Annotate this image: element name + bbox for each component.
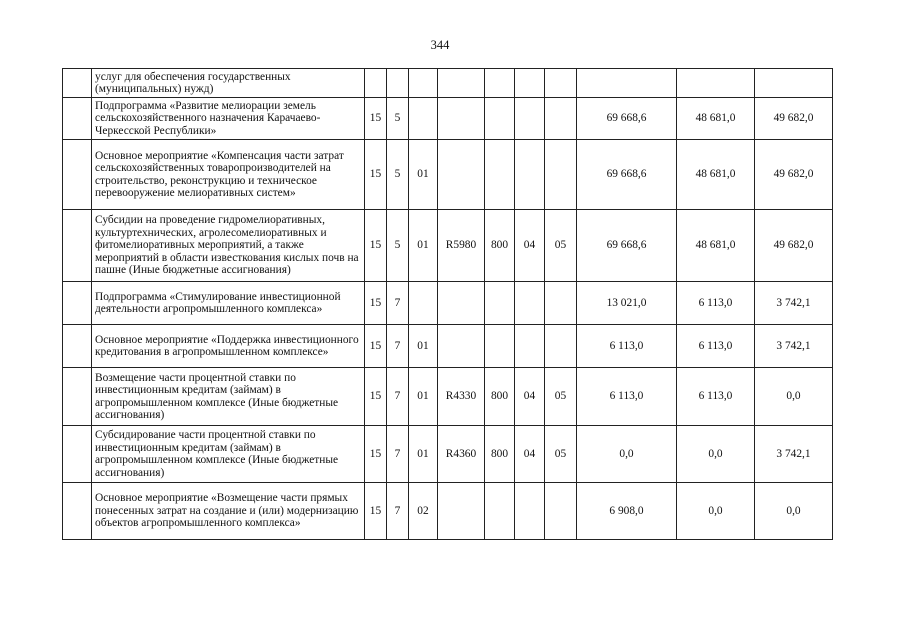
table-row — [63, 210, 833, 282]
code-program: 15 — [365, 368, 387, 426]
code-section — [515, 282, 545, 325]
code-program: 15 — [365, 483, 387, 540]
amount-year-2: 6 113,0 — [677, 368, 755, 426]
table-row — [63, 98, 833, 140]
row-description: Субсидии на проведение гидромелиоративных, культуртехнических, агролесомелиоративных и фитомелиоративных мероприятий, а также мероприятий в области известкования кислых почв на пашне (Иные бюджетные ассигнования) — [92, 210, 365, 282]
code-direction — [438, 140, 485, 210]
code-subprogram: 5 — [387, 98, 409, 140]
amount-year-2: 0,0 — [677, 426, 755, 483]
code-direction — [438, 282, 485, 325]
code-section: 04 — [515, 368, 545, 426]
table-row — [63, 325, 833, 368]
row-description: услуг для обеспечения государственных (муниципальных) нужд) — [92, 69, 365, 98]
table-row — [63, 140, 833, 210]
amount-year-3: 49 682,0 — [755, 140, 833, 210]
amount-year-3: 0,0 — [755, 483, 833, 540]
code-direction — [438, 325, 485, 368]
code-event: 01 — [409, 325, 438, 368]
table-row — [63, 69, 833, 98]
code-subsection: 05 — [545, 210, 577, 282]
budget-table — [62, 68, 833, 540]
code-subsection — [545, 140, 577, 210]
amount-year-1: 13 021,0 — [577, 282, 677, 325]
code-event — [409, 282, 438, 325]
amount-year-2: 6 113,0 — [677, 325, 755, 368]
code-direction: R4360 — [438, 426, 485, 483]
code-program: 15 — [365, 426, 387, 483]
amount-year-1: 0,0 — [577, 426, 677, 483]
code-section — [515, 325, 545, 368]
amount-year-1: 6 908,0 — [577, 483, 677, 540]
code-section — [515, 140, 545, 210]
row-description: Подпрограмма «Развитие мелиорации земель сельскохозяйственного назначения Карачаево-Черкесской Республики» — [92, 98, 365, 140]
row-blank-cell — [63, 69, 92, 98]
code-section: 04 — [515, 210, 545, 282]
amount-year-3 — [755, 69, 833, 98]
row-blank-cell — [63, 426, 92, 483]
amount-year-1: 6 113,0 — [577, 368, 677, 426]
code-expense-type — [485, 483, 515, 540]
code-subprogram: 7 — [387, 368, 409, 426]
code-direction: R5980 — [438, 210, 485, 282]
amount-year-2: 48 681,0 — [677, 140, 755, 210]
code-expense-type: 800 — [485, 210, 515, 282]
amount-year-3: 3 742,1 — [755, 426, 833, 483]
row-description: Основное мероприятие «Компенсация части затрат сельскохозяйственных товаропроизводителей на строительство, реконструкцию и техническое перевооружение мелиоративных систем» — [92, 140, 365, 210]
row-blank-cell — [63, 368, 92, 426]
code-subprogram: 5 — [387, 140, 409, 210]
row-blank-cell — [63, 140, 92, 210]
amount-year-2: 0,0 — [677, 483, 755, 540]
code-event: 01 — [409, 140, 438, 210]
page-number: 344 — [430, 38, 450, 52]
code-event: 01 — [409, 210, 438, 282]
code-section — [515, 98, 545, 140]
code-expense-type — [485, 69, 515, 98]
code-section: 04 — [515, 426, 545, 483]
code-subsection — [545, 483, 577, 540]
code-expense-type: 800 — [485, 368, 515, 426]
code-subsection — [545, 325, 577, 368]
code-expense-type — [485, 140, 515, 210]
code-expense-type — [485, 98, 515, 140]
code-expense-type — [485, 325, 515, 368]
code-subsection — [545, 282, 577, 325]
code-subprogram: 7 — [387, 483, 409, 540]
code-subsection: 05 — [545, 426, 577, 483]
code-program: 15 — [365, 210, 387, 282]
row-blank-cell — [63, 98, 92, 140]
code-subsection — [545, 69, 577, 98]
table-row — [63, 483, 833, 540]
code-direction — [438, 483, 485, 540]
row-description: Возмещение части процентной ставки по инвестиционным кредитам (займам) в агропромышленном комплексе (Иные бюджетные ассигнования) — [92, 368, 365, 426]
code-subsection — [545, 98, 577, 140]
amount-year-1: 69 668,6 — [577, 98, 677, 140]
code-direction — [438, 98, 485, 140]
code-event — [409, 98, 438, 140]
code-section — [515, 69, 545, 98]
row-blank-cell — [63, 282, 92, 325]
amount-year-1: 69 668,6 — [577, 140, 677, 210]
amount-year-2 — [677, 69, 755, 98]
code-direction: R4330 — [438, 368, 485, 426]
row-description: Подпрограмма «Стимулирование инвестиционной деятельности агропромышленного комплекса» — [92, 282, 365, 325]
amount-year-3: 49 682,0 — [755, 98, 833, 140]
code-program: 15 — [365, 98, 387, 140]
amount-year-1 — [577, 69, 677, 98]
code-subprogram — [387, 69, 409, 98]
amount-year-1: 69 668,6 — [577, 210, 677, 282]
code-event: 01 — [409, 368, 438, 426]
row-description: Субсидирование части процентной ставки по инвестиционным кредитам (займам) в агропромышленном комплексе (Иные бюджетные ассигнования) — [92, 426, 365, 483]
row-description: Основное мероприятие «Возмещение части прямых понесенных затрат на создание и (или) модернизацию объектов агропромышленного комплекса» — [92, 483, 365, 540]
row-description: Основное мероприятие «Поддержка инвестиционного кредитования в агропромышленном комплексе» — [92, 325, 365, 368]
row-blank-cell — [63, 210, 92, 282]
code-program — [365, 69, 387, 98]
code-event: 02 — [409, 483, 438, 540]
code-subprogram: 5 — [387, 210, 409, 282]
amount-year-2: 48 681,0 — [677, 98, 755, 140]
code-subprogram: 7 — [387, 325, 409, 368]
code-direction — [438, 69, 485, 98]
code-subsection: 05 — [545, 368, 577, 426]
table-row — [63, 282, 833, 325]
amount-year-3: 3 742,1 — [755, 325, 833, 368]
amount-year-2: 6 113,0 — [677, 282, 755, 325]
code-program: 15 — [365, 325, 387, 368]
table-row — [63, 426, 833, 483]
code-event — [409, 69, 438, 98]
amount-year-1: 6 113,0 — [577, 325, 677, 368]
code-program: 15 — [365, 140, 387, 210]
code-program: 15 — [365, 282, 387, 325]
code-subprogram: 7 — [387, 282, 409, 325]
code-expense-type: 800 — [485, 426, 515, 483]
row-blank-cell — [63, 325, 92, 368]
amount-year-2: 48 681,0 — [677, 210, 755, 282]
row-blank-cell — [63, 483, 92, 540]
amount-year-3: 3 742,1 — [755, 282, 833, 325]
code-event: 01 — [409, 426, 438, 483]
amount-year-3: 0,0 — [755, 368, 833, 426]
code-section — [515, 483, 545, 540]
code-subprogram: 7 — [387, 426, 409, 483]
code-expense-type — [485, 282, 515, 325]
amount-year-3: 49 682,0 — [755, 210, 833, 282]
table-row — [63, 368, 833, 426]
